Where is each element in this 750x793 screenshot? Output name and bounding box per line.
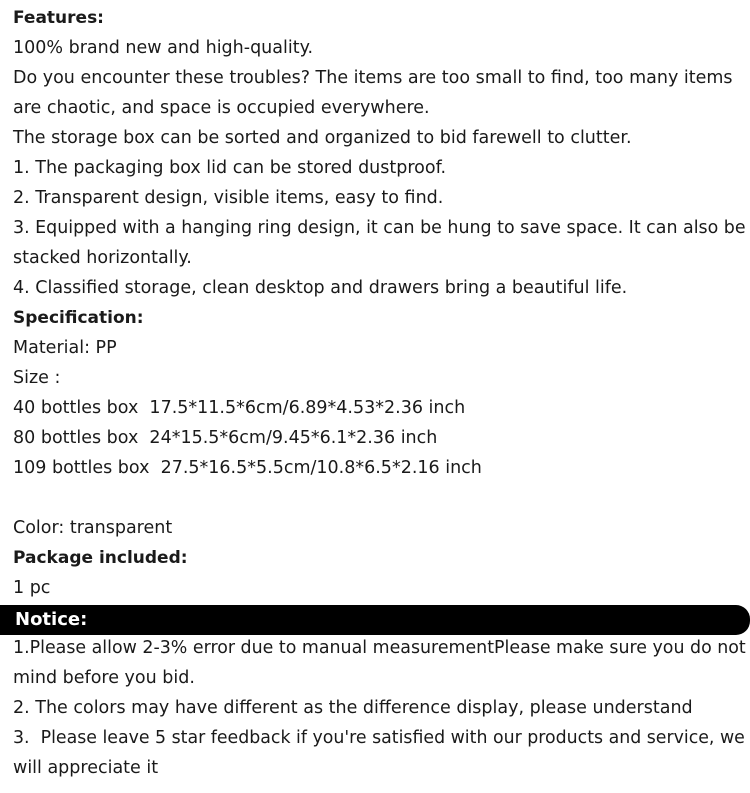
features-line: 1. The packaging box lid can be stored dustproof. (13, 158, 447, 178)
features-line: 4. Classified storage, clean desktop and drawers bring a beautiful life. (13, 278, 628, 298)
notice-line: will appreciate it (13, 758, 159, 778)
features-line: 3. Equipped with a hanging ring design, it can be hung to save space. It can also be (13, 218, 746, 238)
color-text: Color: transparent (13, 518, 173, 538)
size-row: 40 bottles box 17.5*11.5*6cm/6.89*4.53*2.36 inch (13, 398, 466, 418)
features-line: 2. Transparent design, visible items, easy to find. (13, 188, 444, 208)
notice-line: 2. The colors may have different as the difference display, please understand (13, 698, 693, 718)
package-content: 1 pc (13, 578, 51, 598)
features-line: stacked horizontally. (13, 248, 192, 268)
notice-line: 3. Please leave 5 star feedback if you're satisfied with our products and service, we (13, 728, 745, 748)
notice-heading: Notice: (15, 609, 88, 630)
features-heading: Features: (13, 8, 104, 28)
features-line: Do you encounter these troubles? The items are too small to find, too many items (13, 68, 733, 88)
notice-line: mind before you bid. (13, 668, 195, 688)
size-row: 109 bottles box 27.5*16.5*5.5cm/10.8*6.5*2.16 inch (13, 458, 482, 478)
notice-banner (0, 605, 750, 635)
specification-heading: Specification: (13, 308, 144, 328)
features-line: The storage box can be sorted and organized to bid farewell to clutter. (13, 128, 632, 148)
material-text: Material: PP (13, 338, 117, 358)
size-label: Size : (13, 368, 61, 388)
package-heading: Package included: (13, 548, 188, 568)
notice-line: 1.Please allow 2-3% error due to manual measurementPlease make sure you do not (13, 638, 746, 658)
size-row: 80 bottles box 24*15.5*6cm/9.45*6.1*2.36 inch (13, 428, 438, 448)
features-line: are chaotic, and space is occupied everywhere. (13, 98, 430, 118)
features-line: 100% brand new and high-quality. (13, 38, 314, 58)
